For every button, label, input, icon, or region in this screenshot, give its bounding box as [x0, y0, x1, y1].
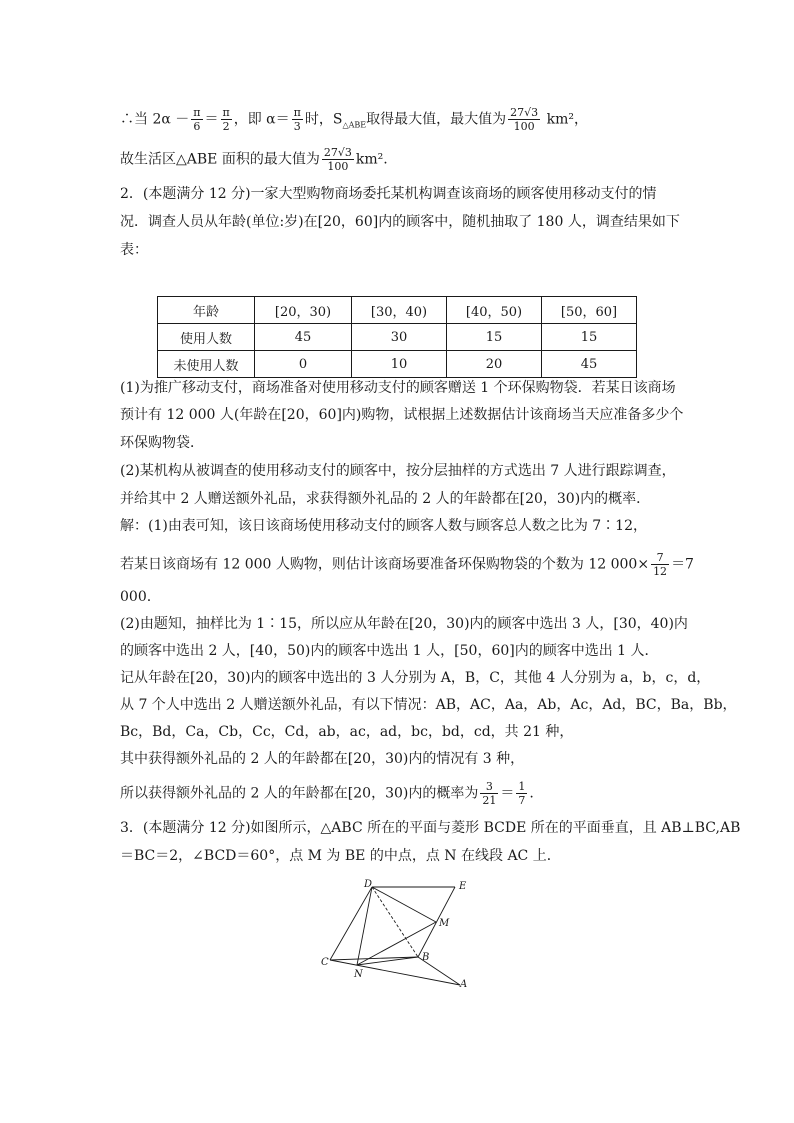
label-a: A	[460, 979, 468, 990]
q1-text: ＝	[204, 111, 219, 128]
segment-dm	[372, 887, 436, 922]
q1-max-line	[120, 106, 588, 135]
q1-text: ∴当 2α －	[120, 111, 190, 128]
q2-part2-line-1: (2)某机构从被调查的使用移动支付的顾客中，按分层抽样的方式选出 7 人进行跟踪调查，	[120, 463, 676, 479]
fraction-pi-2: $\frac{\pi}{2}$	[222, 106, 230, 133]
edge-eb	[418, 887, 455, 957]
fraction-pi-6: $\frac{\pi}{6}$	[193, 106, 201, 133]
label-d: D	[364, 879, 373, 890]
label-m: M	[439, 918, 450, 929]
subscript-abe: △ABE	[342, 120, 367, 130]
q1-unit: km²，	[546, 111, 588, 128]
q2-part2-line-2: 并给其中 2 人赠送额外礼品，求获得额外礼品的 2 人的年龄都在[20，30)内的概率．	[120, 491, 651, 507]
q2-solution2-line-2: 的顾客中选出 2 人，[40，50)内的顾客中选出 1 人，[50，60]内的顾客中选出 1 人．	[120, 643, 659, 659]
label-e: E	[459, 881, 467, 892]
table-cell: 10	[352, 351, 447, 378]
q1-conclusion-line	[120, 146, 388, 173]
label-n: N	[354, 969, 363, 980]
solution-text: 若某日该商场有 12 000 人购物，则估计该商场要准备环保购物袋的个数为 12 000×	[120, 556, 650, 573]
q2-part1-line-3: 环保购物袋．	[120, 435, 204, 451]
edge-cd	[330, 887, 372, 960]
fraction-3-21: $\frac{3}{21}$	[482, 780, 497, 807]
q2-stem-line-1: 2．(本题满分 12 分)一家大型购物商场委托某机构调查该商场的顾客使用移动支付的情	[120, 186, 657, 202]
table-cell: 15	[447, 324, 542, 351]
fraction-pi-3: $\frac{\pi}{3}$	[293, 106, 301, 133]
segment-db-hidden	[372, 887, 418, 957]
table-cell: 45	[542, 351, 637, 378]
table-cell: 15	[542, 324, 637, 351]
q2-part1-line-1: (1)为推广移动支付，商场准备对使用移动支付的顾客赠送 1 个环保购物袋．若某日该商场	[120, 380, 676, 396]
q2-solution2-line-1: (2)由题知，抽样比为 1∶15，所以应从年龄在[20，30)内的顾客中选出 3 人，[30，40)内	[120, 616, 688, 632]
q1-text: ，即 α＝	[233, 111, 290, 128]
label-b: B	[422, 952, 430, 963]
table-cell: 20	[447, 351, 542, 378]
solution-text: 所以获得额外礼品的 2 人的年龄都在[20，30)内的概率为	[120, 785, 479, 802]
q1-text: 取得最大值，最大值为	[366, 111, 507, 128]
q1-text: 时，S	[304, 111, 343, 128]
q3-stem-line-2: ＝BC＝2，∠BCD＝60°，点 M 为 BE 的中点，点 N 在线段 AC 上．	[120, 848, 561, 864]
table-cell: 使用人数	[158, 324, 255, 351]
survey-table	[157, 296, 637, 378]
q2-solution1-line-3: 000.	[120, 589, 152, 605]
table-cell: [20，30)	[255, 297, 352, 324]
solution-text: ＝7	[671, 556, 694, 573]
table-cell: [50，60]	[542, 297, 637, 324]
fraction-max-value-2: $\frac{27√3}{100}$	[323, 146, 352, 173]
label-c: C	[321, 957, 329, 968]
fraction-7-12: $\frac{7}{12}$	[653, 551, 668, 578]
geometry-diagram	[320, 875, 480, 990]
table-cell: [30，40)	[352, 297, 447, 324]
table-cell: 年龄	[158, 297, 255, 324]
q2-stem-line-3: 表：	[120, 242, 148, 258]
q1-conclusion-unit: km².	[355, 151, 388, 168]
table-header-row	[158, 297, 637, 324]
segment-dn	[357, 887, 372, 965]
table-cell: [40，50)	[447, 297, 542, 324]
q2-solution1-line-2	[120, 551, 694, 578]
table-cell: 30	[352, 324, 447, 351]
fraction-1-7: $\frac{1}{7}$	[518, 780, 526, 807]
q2-solution2-line-5: Bc，Bd，Ca，Cb，Cc，Cd，ab，ac，ad，bc，bd，cd，共 21 种，	[120, 724, 574, 740]
q2-solution2-line-3: 记从年龄在[20，30)内的顾客中选出的 3 人分别为 A，B，C，其他 4 人分别为 a，b，c，d，	[120, 670, 711, 686]
table-cell: 0	[255, 351, 352, 378]
period: .	[529, 785, 534, 802]
table-cell: 未使用人数	[158, 351, 255, 378]
q1-conclusion-text: 故生活区△ABE 面积的最大值为	[120, 151, 320, 168]
table-cell: 45	[255, 324, 352, 351]
q2-solution1-line-1: 解：(1)由表可知，该日该商场使用移动支付的顾客人数与顾客总人数之比为 7∶12，	[120, 518, 648, 534]
fraction-max-value: $\frac{27√3}{100}$	[510, 106, 539, 133]
q2-solution2-line-7	[120, 780, 534, 807]
equals-sign: ＝	[500, 785, 515, 802]
q2-part1-line-2: 预计有 12 000 人(年龄在[20，60]内)购物，试根据上述数据估计该商场当天应准备多少个	[120, 407, 684, 423]
q2-solution2-line-6: 其中获得额外礼品的 2 人的年龄都在[20，30)内的情况有 3 种，	[120, 751, 525, 767]
table-row	[158, 351, 637, 378]
q3-stem-line-1: 3．(本题满分 12 分)如图所示，△ABC 所在的平面与菱形 BCDE 所在的平面垂直，且 AB⊥BC,AB	[120, 820, 741, 836]
table-row	[158, 324, 637, 351]
q2-stem-line-2: 况．调查人员从年龄(单位:岁)在[20，60]内的顾客中，随机抽取了 180 人，调查结果如下	[120, 214, 680, 230]
q2-solution2-line-4: 从 7 个人中选出 2 人赠送额外礼品，有以下情况：AB，AC，Aa，Ab，Ac，Ad，BC，Ba，Bb，	[120, 697, 737, 713]
